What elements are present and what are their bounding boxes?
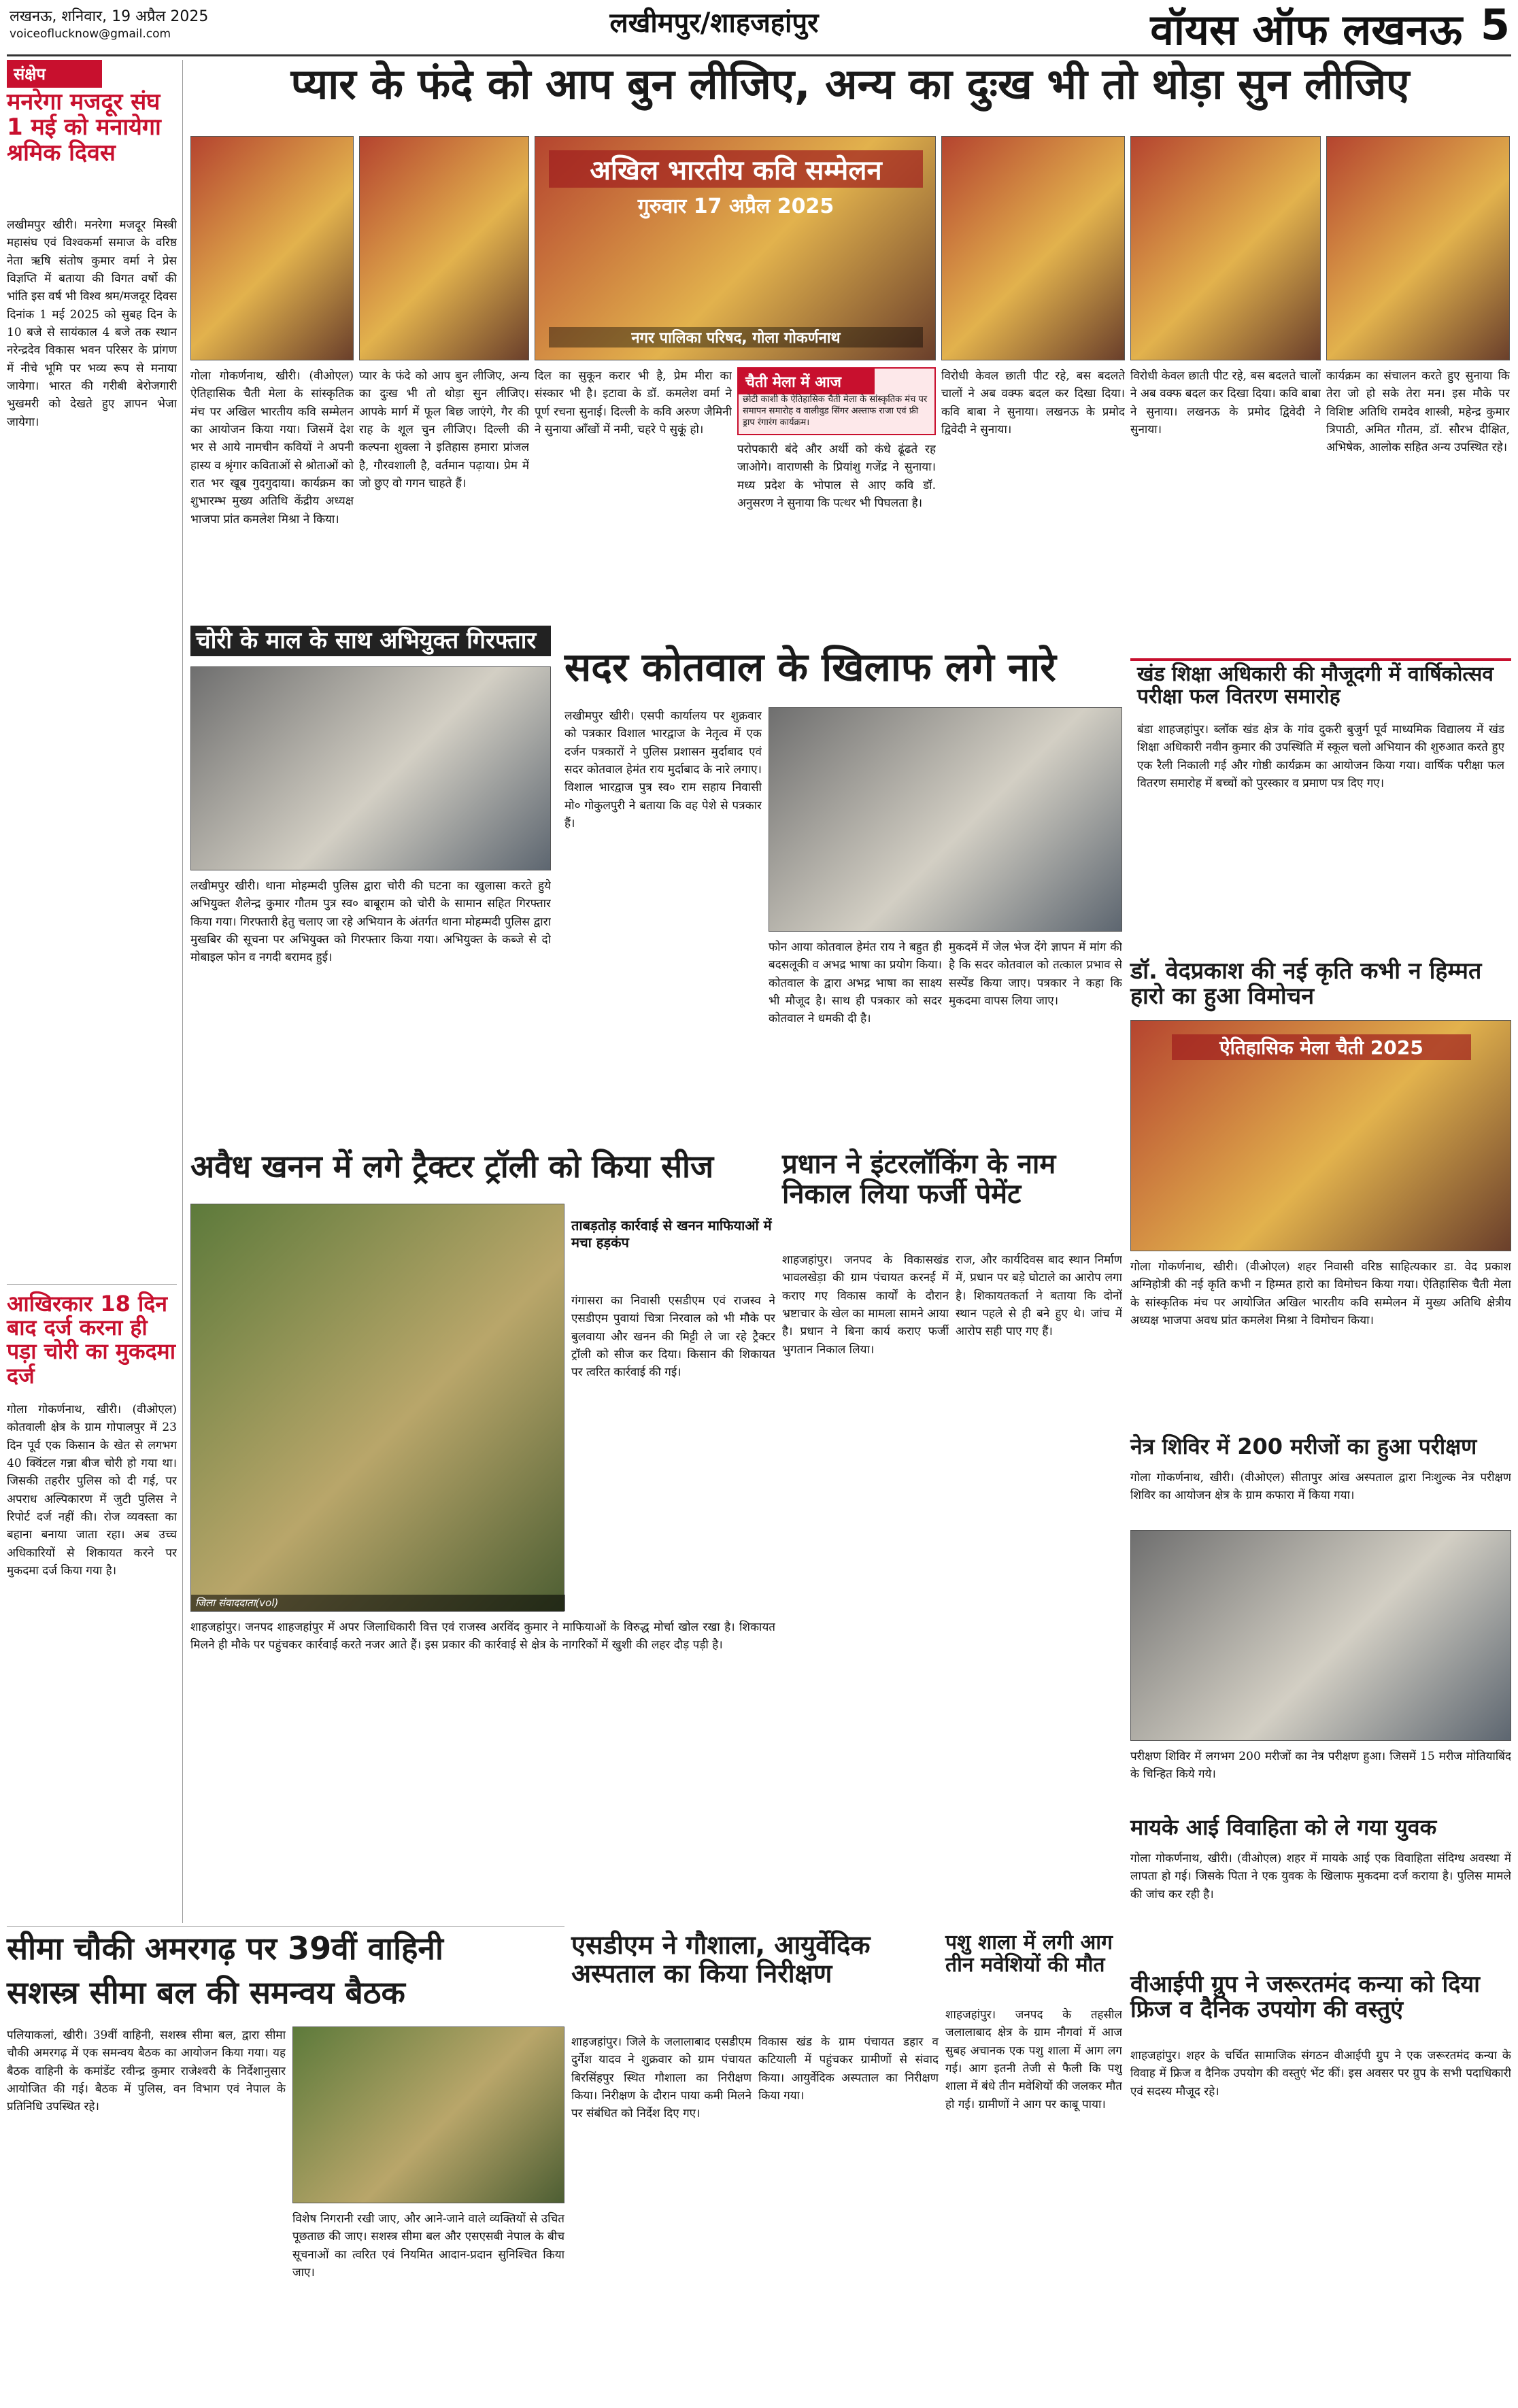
sima-headline-1: सीमा चौकी अमरगढ़ पर 39वीं वाहिनी [7,1930,443,1967]
sima-photo [292,2027,564,2203]
mayke-body: गोला गोकर्णनाथ, खीरी। (वीओएल) शहर में मायके आई एक विवाहिता संदिग्ध अवस्था में लापता हो गई। जिसके पिता ने एक युवक के खिलाफ मुकदमा दर्ज कराया है। पुलिस मामले की जांच कर रही है। [1130,1852,1511,1901]
section-title: लखीमपुर/शाहजहांपुर [609,7,819,39]
annual-body: बंडा शाहजहांपुर। ब्लॉक खंड क्षेत्र के गांव दुकरी बुजुर्ग पूर्व माध्यमिक विद्यालय में खंड शिक्षा अधिकारी नवीन कुमार की उपस्थिति में स्कूल चलो अभियान की शुरुआत करते हुए एक रैली निकाली गई और गोष्ठी कार्यक्रम का आयोजन किया गया। वार्षिक परीक्षा फल वितरण समारोह में बच्चों को पुरस्कार व प्रमाण पत्र दिए गए। [1137,723,1504,791]
pradhan-col1: शाहजहांपुर। जनपद के विकासखंड भावलखेड़ा की ग्राम पंचायत करनई में कराए गए विकास कार्यों के दौरान भ्रष्टाचार के खेल का मामला सामने आया है। प्रधान ने बिना कार्य कराए फर्जी भुगतान निकाल लिया। [782,1253,949,1357]
sidebar-label: संक्षेप [7,60,102,88]
mining-col2: गंगासरा का निवासी एसडीएम एवं राजस्व ने एसडीएम पुवायां चित्रा निरवाल को भी मौके पर बुलवाया और खनन की मिट्टी ले जा रहे ट्रैक्टर ट्रॉली को सीज कर दिया। किसान की शिकायत पर त्वरित कार्रवाई की गई। [571,1294,775,1380]
sima-headline-2: सशस्त्र सीमा बल की समन्वय बैठक [7,1974,405,2011]
book-body: गोला गोकर्णनाथ, खीरी। (वीओएल) शहर निवासी वरिष्ठ साहित्यकार डा. वेद प्रकाश अग्निहोत्री की नई कृति कभी न हिम्मत हारो का विमोचन किया गया। ऐतिहासिक चैती मेला के सांस्कृतिक मंच पर आयोजित अखिल भारतीय कवि सम्मेलन में मुख्य अतिथि क्षेत्रीय अध्यक्ष भाजपा अवध प्रांत कमलेश मिश्रा ने विमोचन किया। [1130,1260,1511,1328]
annual-headline: खंड शिक्षा अधिकारी की मौजूदगी में वार्षिकोत्सव परीक्षा फल वितरण समारोह [1137,662,1494,709]
pashu-headline: पशु शाला में लगी आग तीन मवेशियों की मौत [945,1931,1113,1977]
page-number: 5 [1480,0,1510,50]
book-headline: डॉ. वेदप्रकाश की नई कृति कभी न हिम्मत हारो का हुआ विमोचन [1130,957,1482,1011]
top-col3: दिल का सुकून करार भी है, प्रेम मीरा का संस्कार भी है। इटावा के डॉ. कमलेश वर्मा ने पूर्ण रचना सुनाई। दिल्ली के कवि अरुण जैमिनी ने सुनाया आँखों में नमी, चहरे पे सुकूं हो। [535,369,732,437]
kotwal-col3: मुकदमें में जेल भेज देंगे ज्ञापन में मांग की है कि सदर कोतवाल को तत्काल प्रभाव से सस्पेंड किया जाए। पत्रकार ने कहा कि मुकदमा वापस लिया जाए। [949,940,1122,1008]
gaushala-col2: विकास खंड के ग्राम पंचायत डहार व कटियाली में पहुंचकर ग्रामीणों से संवाद किया। आयुर्वेदिक अस्पताल का निरीक्षण किया गया। [758,2035,939,2103]
sidebar-story1-headline: मनरेगा मजदूर संघ 1 मई को मनायेगा श्रमिक दिवस [7,88,161,167]
eye-caption: परीक्षण शिविर में लगभग 200 मरीजों का नेत्र परीक्षण हुआ। जिसमें 15 मरीज मोतियाबिंद के चिन्हित किये गये। [1130,1750,1511,1782]
top-col1: गोला गोकर्णनाथ, खीरी। (वीओएल) ऐतिहासिक चैती मेला के सांस्कृतिक मंच पर अखिल भारतीय कवि सम्मेलन का आयोजन किया गया। जिसमें देश भर से आये नामचीन कवियों ने अपनी हास्य व श्रृंगार कविताओं से श्रोताओं को रात भर खूब गुदगुदाया। कार्यक्रम का शुभारम्भ मुख्य अतिथि केंद्रीय अध्यक्ष भाजपा प्रांत कमलेश मिश्रा ने किया। [190,369,354,526]
mining-photo-caption: जिला संवाददाता(vol) [191,1595,565,1611]
kotwal-col1: लखीमपुर खीरी। एसपी कार्यालय पर शुक्रवार को पत्रकार विशाल भारद्वाज के नेतृत्व में एक दर्जन पत्रकारों ने पुलिस प्रशासन मुर्दाबाद एवं सदर कोतवाल हेमंत राय मुर्दाबाद के नारे लगाए। विशाल भारद्वाज पुत्र स्व० राम सहाय निवासी मो० गोकुलपुरी ने बताया कि वह पेशे से पत्रकार हैं। [564,709,762,831]
sima-col1: पलियाकलां, खीरी। 39वीं वाहिनी, सशस्त्र सीमा बल, द्वारा सीमा चौकी अमरगढ़ में एक समन्वय बैठक का आयोजन किया गया। यह बैठक वाहिनी के कमांडेंट रवीन्द्र कुमार राजेश्वरी के निर्देशानुसार आयोजित की गई। बैठक में पुलिस, वन विभाग एवं नेपाल के प्रतिनिधि उपस्थित रहे। [7,2029,286,2114]
theft-headline: चोरी के माल के साथ अभियुक्त गिरफ्तार [190,626,551,656]
mining-bullet: ताबड़तोड़ कार्रवाई से खनन माफियाओं में मचा हड़कंप [571,1217,772,1251]
top-col4: परोपकारी बंदे और अर्थी को कंधे ढूंढते रह जाओगे। वाराणसी के प्रियांशु गजेंद्र ने सुनाया। मध्य प्रदेश के भोपाल से आए कवि डॉ. अनुसरण ने सुनाया कि पत्थर भी पिघलता है। [737,443,936,511]
photo-poet-2 [359,136,529,360]
top-col2: प्यार के फंदे को आप बुन लीजिए, अन्य का दुःख भी तो थोड़ा सुन लीजिए। आपके मार्ग में फूल बिछ जाएंगे, गैर की राह के शूल चुन लीजिए। दिल्ली की कल्पना शुक्ला ने इतिहास हमारा प्रांजल है, गौरवशाली है, वर्तमान पढ़ाया। प्रेम में जो छुए वो गगन चाहते हैं। [359,369,529,491]
photo-stage [535,136,936,360]
mining-col1: शाहजहांपुर। जनपद शाहजहांपुर में अपर जिलाधिकारी वित्त एवं राजस्व अरविंद कुमार ने माफियाओं के विरुद्ध मोर्चा खोल रखा है। शिकायत मिलने ही मौके पर पहुंचकर कार्रवाई करते नजर आते हैं। इस प्रकार की कार्रवाई से क्षेत्र के नागरिकों में खुशी की लहर दौड़ पड़ी है। [190,1621,775,1652]
top-col5b: विरोधी केवल छाती पीट रहे, बस बदलते चालों ने अब वक्फ बदल कर दिखा दिया। कवि बाबा ने सुनाया। लखनऊ के प्रमोद द्विवेदी ने सुनाया। [1130,369,1321,437]
sima-col2: विशेष निगरानी रखी जाए, और आने-जाने वाले व्यक्तियों से उचित पूछताछ की जाए। सशस्त्र सीमा बल और एसएसबी नेपाल के बीच सूचनाओं का त्वरित एवं नियमित आदान-प्रदान सुनिश्चित किया जाए। [292,2212,564,2280]
sidebar-story2-body: गोला गोकर्णनाथ, खीरी। (वीओएल) कोतवाली क्षेत्र के ग्राम गोपालपुर में 23 दिन पूर्व एक किसान के खेत से लगभग 40 क्विंटल गन्ना बीज चोरी हो गया था। जिसकी तहरीर पुलिस को दी गई, पर अपराध अल्पिकारण में जुटी पुलिस ने रिपोर्ट दर्ज नहीं की। रोज व्यवस्ता का बहाना बनाया जाता रहा। अब उच्च अधिकारियों से शिकायत करने पर मुकदमा दर्ज किया गया है। [7,1403,177,1578]
photo-poet-1 [190,136,354,360]
gaushala-headline: एसडीएम ने गौशाला, आयुर्वेदिक अस्पताल का किया निरीक्षण [571,1930,871,1988]
vip-body: शाहजहांपुर। शहर के चर्चित सामाजिक संगठन वीआईपी ग्रुप ने एक जरूरतमंद कन्या के विवाह में फ्रिज व दैनिक उपयोग की वस्तुएं भेंट कीं। इस अवसर पर ग्रुप के सभी पदाधिकारी एवं सदस्य मौजूद रहे। [1130,2049,1511,2099]
gaushala-col1: शाहजहांपुर। जिले के जलालाबाद एसडीएम दुर्गेश यादव ने शुक्रवार को ग्राम पंचायत बिरसिंहपुर स्थित गौशाला का निरीक्षण किया। निरीक्षण के दौरान पाया कमी मिलने पर संबंधित को निर्देश दिए गए। [571,2035,752,2121]
theft-body: लखीमपुर खीरी। थाना मोहम्मदी पुलिस द्वारा चोरी की घटना का खुलासा करते हुये अभियुक्त शैलेन्द्र कुमार गौतम पुत्र स्व० बाबूराम को चोरी के सामान सहित गिरफ्तार किया गया। गिरफ्तारी हेतु चलाए जा रहे अभियान के अंतर्गत थाना मोहम्मदी पुलिस द्वारा मुखबिर की सूचना पर अभियुक्त को गिरफ्तार किया गया। अभियुक्त के कब्जे से दो मोबाइल फोन व नगदी बरामद हुई। [190,879,551,965]
kotwal-headline: सदर कोतवाल के खिलाफ लगे नारे [564,644,1056,690]
banner-org: नगर पालिका परिषद, गोला गोकर्णनाथ [549,327,923,347]
kotwal-col2: फोन आया कोतवाल हेमंत राय ने बहुत ही बदसलूकी व अभद्र भाषा का प्रयोग किया। कोतवाल के द्वारा अभद्र भाषा का साक्ष्य भी मौजूद है। साथ ही पत्रकार को सदर कोतवाल ने धमकी दी है। [769,940,942,1026]
theft-photo [190,666,551,870]
pradhan-col2: राज, और कार्यदिवस बाद स्थान निर्माण में, प्रधान पर बड़े घोटाले का आरोप लगा है। शिकायतकर्ता ने बताया कि दोनों स्थान पहले से ही बने हुए थे। जांच में आरोप सही पाए गए हैं। [956,1253,1122,1339]
banner-date: गुरुवार 17 अप्रैल 2025 [637,194,834,218]
mayke-headline: मायके आई विवाहिता को ले गया युवक [1130,1814,1437,1840]
photo-poet-3 [941,136,1125,360]
header-rule [7,54,1511,56]
banner-title: अखिल भारतीय कवि सम्मेलन [549,150,923,188]
top-headline: प्यार के फंदे को आप बुन लीजिए, अन्य का दुःख भी तो थोड़ा सुन लीजिए [290,59,1410,109]
top-col6: कार्यक्रम का संचालन करते हुए सुनाया कि तेरा जो हो सके तेरा मन। इस मौके पर विशिष्ट अतिथि रामदेव शास्त्री, महेन्द्र कुमार त्रिपाठी, अमित गौतम, डॉ. सौरभ दीक्षित, अभिषेक, आलोक सहित अन्य उपस्थित रहे। [1326,369,1510,455]
photo-poet-4 [1130,136,1321,360]
vip-headline: वीआईपी ग्रुप ने जरूरतमंद कन्या को दिया फ्रिज व दैनिक उपयोग की वस्तुएं [1130,1971,1480,2024]
eye-headline: नेत्र शिविर में 200 मरीजों का हुआ परीक्षण [1130,1434,1477,1459]
pradhan-headline: प्रधान ने इंटरलॉकिंग के नाम निकाल लिया फर्जी पेमेंट [782,1149,1056,1210]
chaiti-box-text: छोटी काशी के ऐतिहासिक चैती मेला के सांस्कृतिक मंच पर समापन समारोह व वालीवुड सिंगर अल्ताफ राजा एवं फ्री ड्राप रंगारंग कार्यक्रम। [743,394,928,428]
pashu-body: शाहजहांपुर। जनपद के तहसील जलालाबाद क्षेत्र के ग्राम नौगवां में आज सुबह अचानक एक पशु शाला में आग लग गई। आग इतनी तेजी से फैली कि पशु शाला में बंधे तीन मवेशियों की जलकर मौत हो गई। ग्रामीणों ने आग पर काबू पाया। [945,2008,1122,2112]
sidebar-story2-headline: आखिरकार 18 दिन बाद दर्ज करना ही पड़ा चोरी का मुकदमा दर्ज [7,1291,175,1389]
book-photo [1130,1020,1511,1251]
book-banner: ऐतिहासिक मेला चैती 2025 [1172,1034,1471,1060]
photo-poet-5 [1326,136,1510,360]
annual-box [1130,658,1511,661]
mining-photo [190,1204,564,1612]
chaiti-box [737,367,936,435]
mining-headline: अवैध खनन में लगे ट्रैक्टर ट्रॉली को किया सीज [190,1148,714,1185]
dateline: लखनऊ, शनिवार, 19 अप्रैल 2025 [10,8,209,25]
kotwal-photo [769,707,1122,932]
eye-photo [1130,1530,1511,1741]
top-col5: विरोधी केवल छाती पीट रहे, बस बदलते चालों ने अब वक्फ बदल कर दिखा दिया। कवि बाबा ने सुनाया। लखनऊ के प्रमोद द्विवेदी ने सुनाया। [941,369,1125,437]
sidebar-story1-body: लखीमपुर खीरी। मनरेगा मजदूर मिस्त्री महासंघ एवं विश्वकर्मा समाज के वरिष्ठ नेता ऋषि संतोष कुमार वर्मा ने प्रेस विज्ञप्ति में बताया की विगत वर्षो की भांति इस वर्ष भी विश्व श्रम/मजदूर दिवस दिनांक 1 मई 2025 को सुबह दिन के 10 बजे से सायंकाल 4 बजे तक स्थान नरेन्द्रदेव विकास भवन परिसर के प्रांगण में नीचे भूमि पर भव्य रूप से मनाया जायेगा। भारत की गरीबी बेरोजगारी भुखमरी को देखते हुए ज्ञापन भेजा जायेगा। [7,218,177,429]
chaiti-box-label: चैती मेला में आज [739,369,875,394]
masthead: वॉयस ऑफ लखनऊ [1150,5,1462,54]
eye-intro: गोला गोकर्णनाथ, खीरी। (वीओएल) सीतापुर आंख अस्पताल द्वारा निःशुल्क नेत्र परीक्षण शिविर का आयोजन क्षेत्र के ग्राम कफारा में किया गया। [1130,1471,1511,1503]
email: voiceoflucknow@gmail.com [10,27,171,41]
